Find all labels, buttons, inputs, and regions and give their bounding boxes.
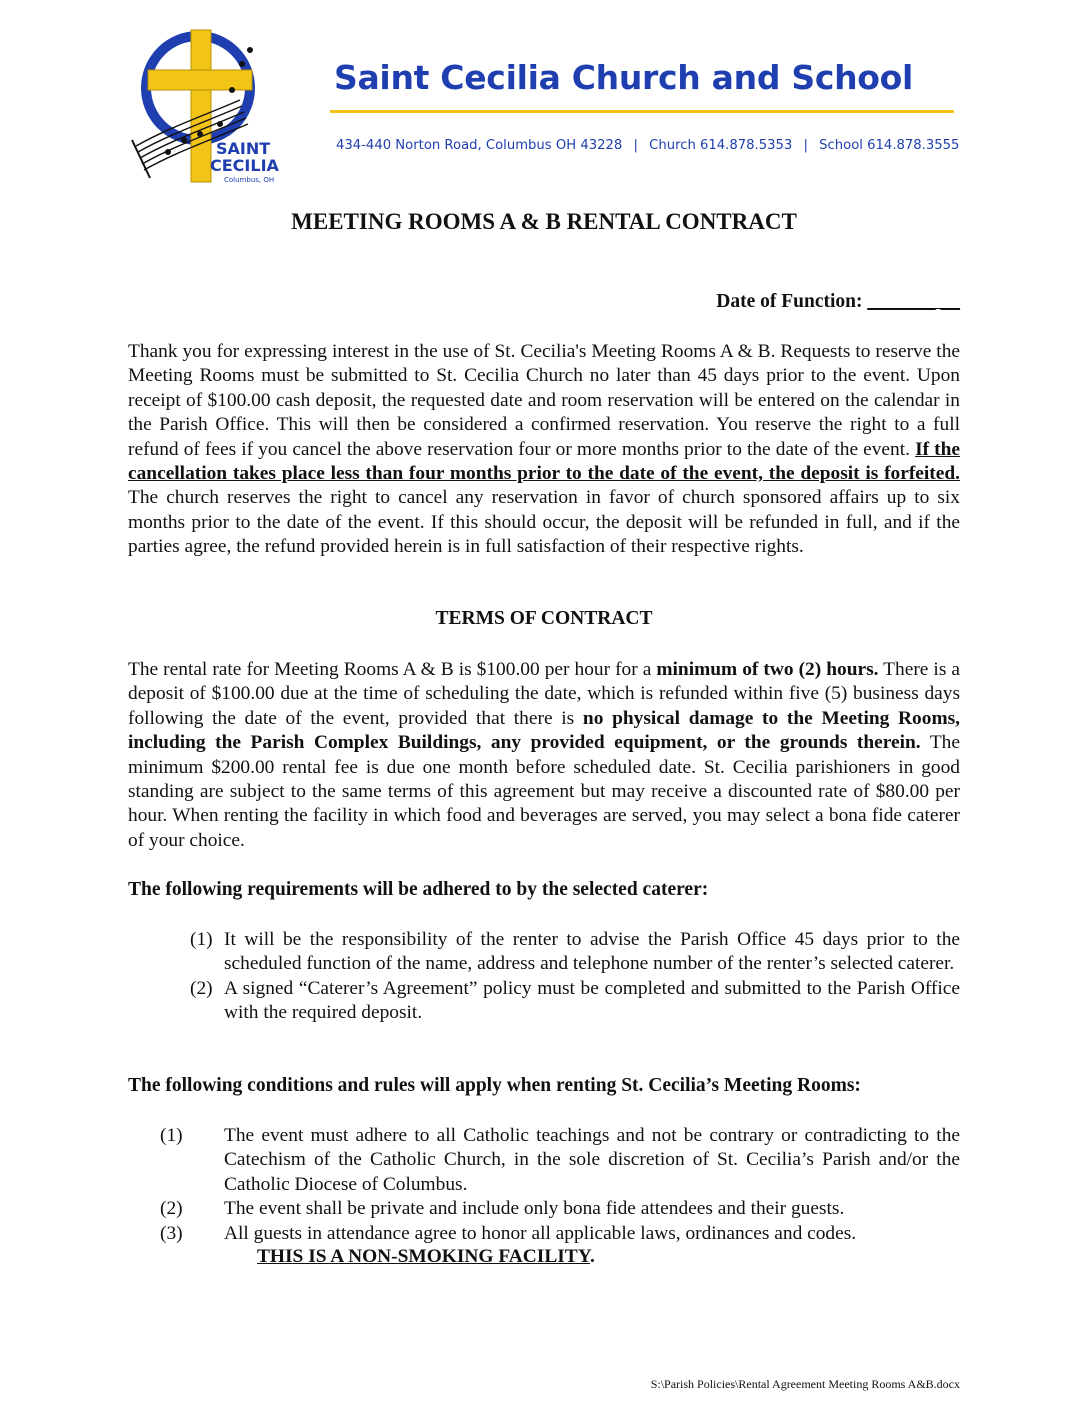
item-text: The event must adhere to all Catholic teachings and not be contrary or contradicting to the Catechism of the Catholic Church, in the sole discretion of St. Cecilia’s Parish and/or the Catholic Diocese of Columbus.	[224, 1125, 960, 1195]
list-item	[160, 1222, 960, 1246]
item-number: (1)	[160, 1125, 183, 1146]
svg-text:SAINT: SAINT	[216, 139, 271, 158]
document-title: MEETING ROOMS A & B RENTAL CONTRACT	[291, 209, 797, 234]
item-number: (2)	[160, 1198, 183, 1220]
svg-text:CECILIA: CECILIA	[210, 156, 279, 175]
list-item	[190, 928, 960, 977]
terms-paragraph	[128, 658, 960, 853]
date-of-function	[716, 291, 960, 313]
item-number: (1)	[190, 929, 213, 950]
caterer-requirements-heading: The following requirements will be adhered to by the selected caterer:	[128, 879, 709, 900]
terms-text: The minimum $200.00 rental fee is due one month before scheduled date. St. Cecilia parishioners in good standing are subject to the same terms of this agreement but may receive a discounted rate of $80.00 per hour. When renting the facility in which food and beverages are served, you may select a bona fide caterer of your choice.	[128, 732, 960, 851]
intro-text: The church reserves the right to cancel any reservation in favor of church sponsored affairs up to six months prior to the date of the event. If this should occur, the deposit will be refunded in full, and if the parties agree, the refund provided herein is in full satisfaction of their respective rights.	[128, 487, 960, 558]
item-number: (2)	[190, 977, 213, 999]
cancellation-notice: If the cancellation takes place less than four months prior to the date of the event, the deposit is forfeited.	[128, 438, 960, 485]
address: 434-440 Norton Road, Columbus OH 43228	[336, 138, 623, 153]
svg-text:Columbus, OH: Columbus, OH	[224, 176, 275, 184]
list-item	[160, 1124, 960, 1197]
terms-text: There is a deposit of $100.00 due at the time of scheduling the date, which is refunded within five (5) business days following the date of the event, provided that there is	[128, 659, 960, 729]
caterer-requirements-list	[190, 928, 960, 1026]
footer-file-path: S:\Parish Policies\Rental Agreement Meeting Rooms A&B.docx	[650, 1377, 960, 1391]
conditions-heading: The following conditions and rules will apply when renting St. Cecilia’s Meeting Rooms:	[128, 1075, 861, 1096]
date-label: Date of Function:	[716, 291, 863, 312]
conditions-list	[160, 1124, 960, 1246]
separator: |	[803, 138, 808, 153]
intro-text: Thank you for expressing interest in the use of St. Cecilia's Meeting Rooms A & B. Requests to reserve the Meeting Rooms must be submitted to St. Cecilia Church no later than 45 days prior to the event. Upon receipt of $100.00 cash deposit, the requested date and room reservation will be entered on the calendar in the Parish Office. This will then be considered a confirmed reservation. You reserve the right to a full refund of fees if you cancel the above reservation four or more months prior to the date of the event.	[128, 341, 960, 460]
item-text: The event shall be private and include only bona fide attendees and their guests.	[224, 1198, 845, 1220]
item-text: A signed “Caterer’s Agreement” policy must be completed and submitted to the Parish Office with the required deposit.	[224, 977, 960, 1024]
non-smoking-text: THIS IS A NON-SMOKING FACILITY	[257, 1246, 590, 1267]
damage-clause: no physical damage to the Meeting Rooms, including the Parish Complex Buildings, any provided equipment, or the grounds therein.	[128, 707, 960, 754]
minimum-hours: minimum of two (2) hours.	[656, 659, 879, 680]
non-smoking-notice	[257, 1246, 595, 1268]
church-phone: Church 614.878.5353	[649, 138, 793, 153]
organization-name: Saint Cecilia Church and School	[334, 58, 914, 97]
list-item	[190, 977, 960, 1026]
item-text: It will be the responsibility of the renter to advise the Parish Office 45 days prior to the scheduled function of the name, address and telephone number of the renter’s selected caterer.	[224, 929, 960, 975]
logo-emblem-icon	[128, 28, 292, 204]
terms-text: The rental rate for Meeting Rooms A & B is $100.00 per hour for a	[128, 659, 657, 680]
intro-paragraph	[128, 340, 960, 560]
contact-line	[336, 138, 959, 153]
non-smoking-period: .	[589, 1246, 595, 1267]
header-divider	[330, 110, 954, 113]
terms-heading: TERMS OF CONTRACT	[435, 608, 653, 629]
saint-cecilia-logo	[128, 28, 292, 204]
item-text: All guests in attendance agree to honor all applicable laws, ordinances and codes.	[224, 1222, 857, 1244]
list-item	[160, 1197, 960, 1221]
school-phone: School 614.878.3555	[819, 138, 960, 153]
separator: |	[633, 138, 638, 153]
item-number: (3)	[160, 1222, 183, 1244]
date-blank-field: _______ __	[867, 291, 960, 312]
